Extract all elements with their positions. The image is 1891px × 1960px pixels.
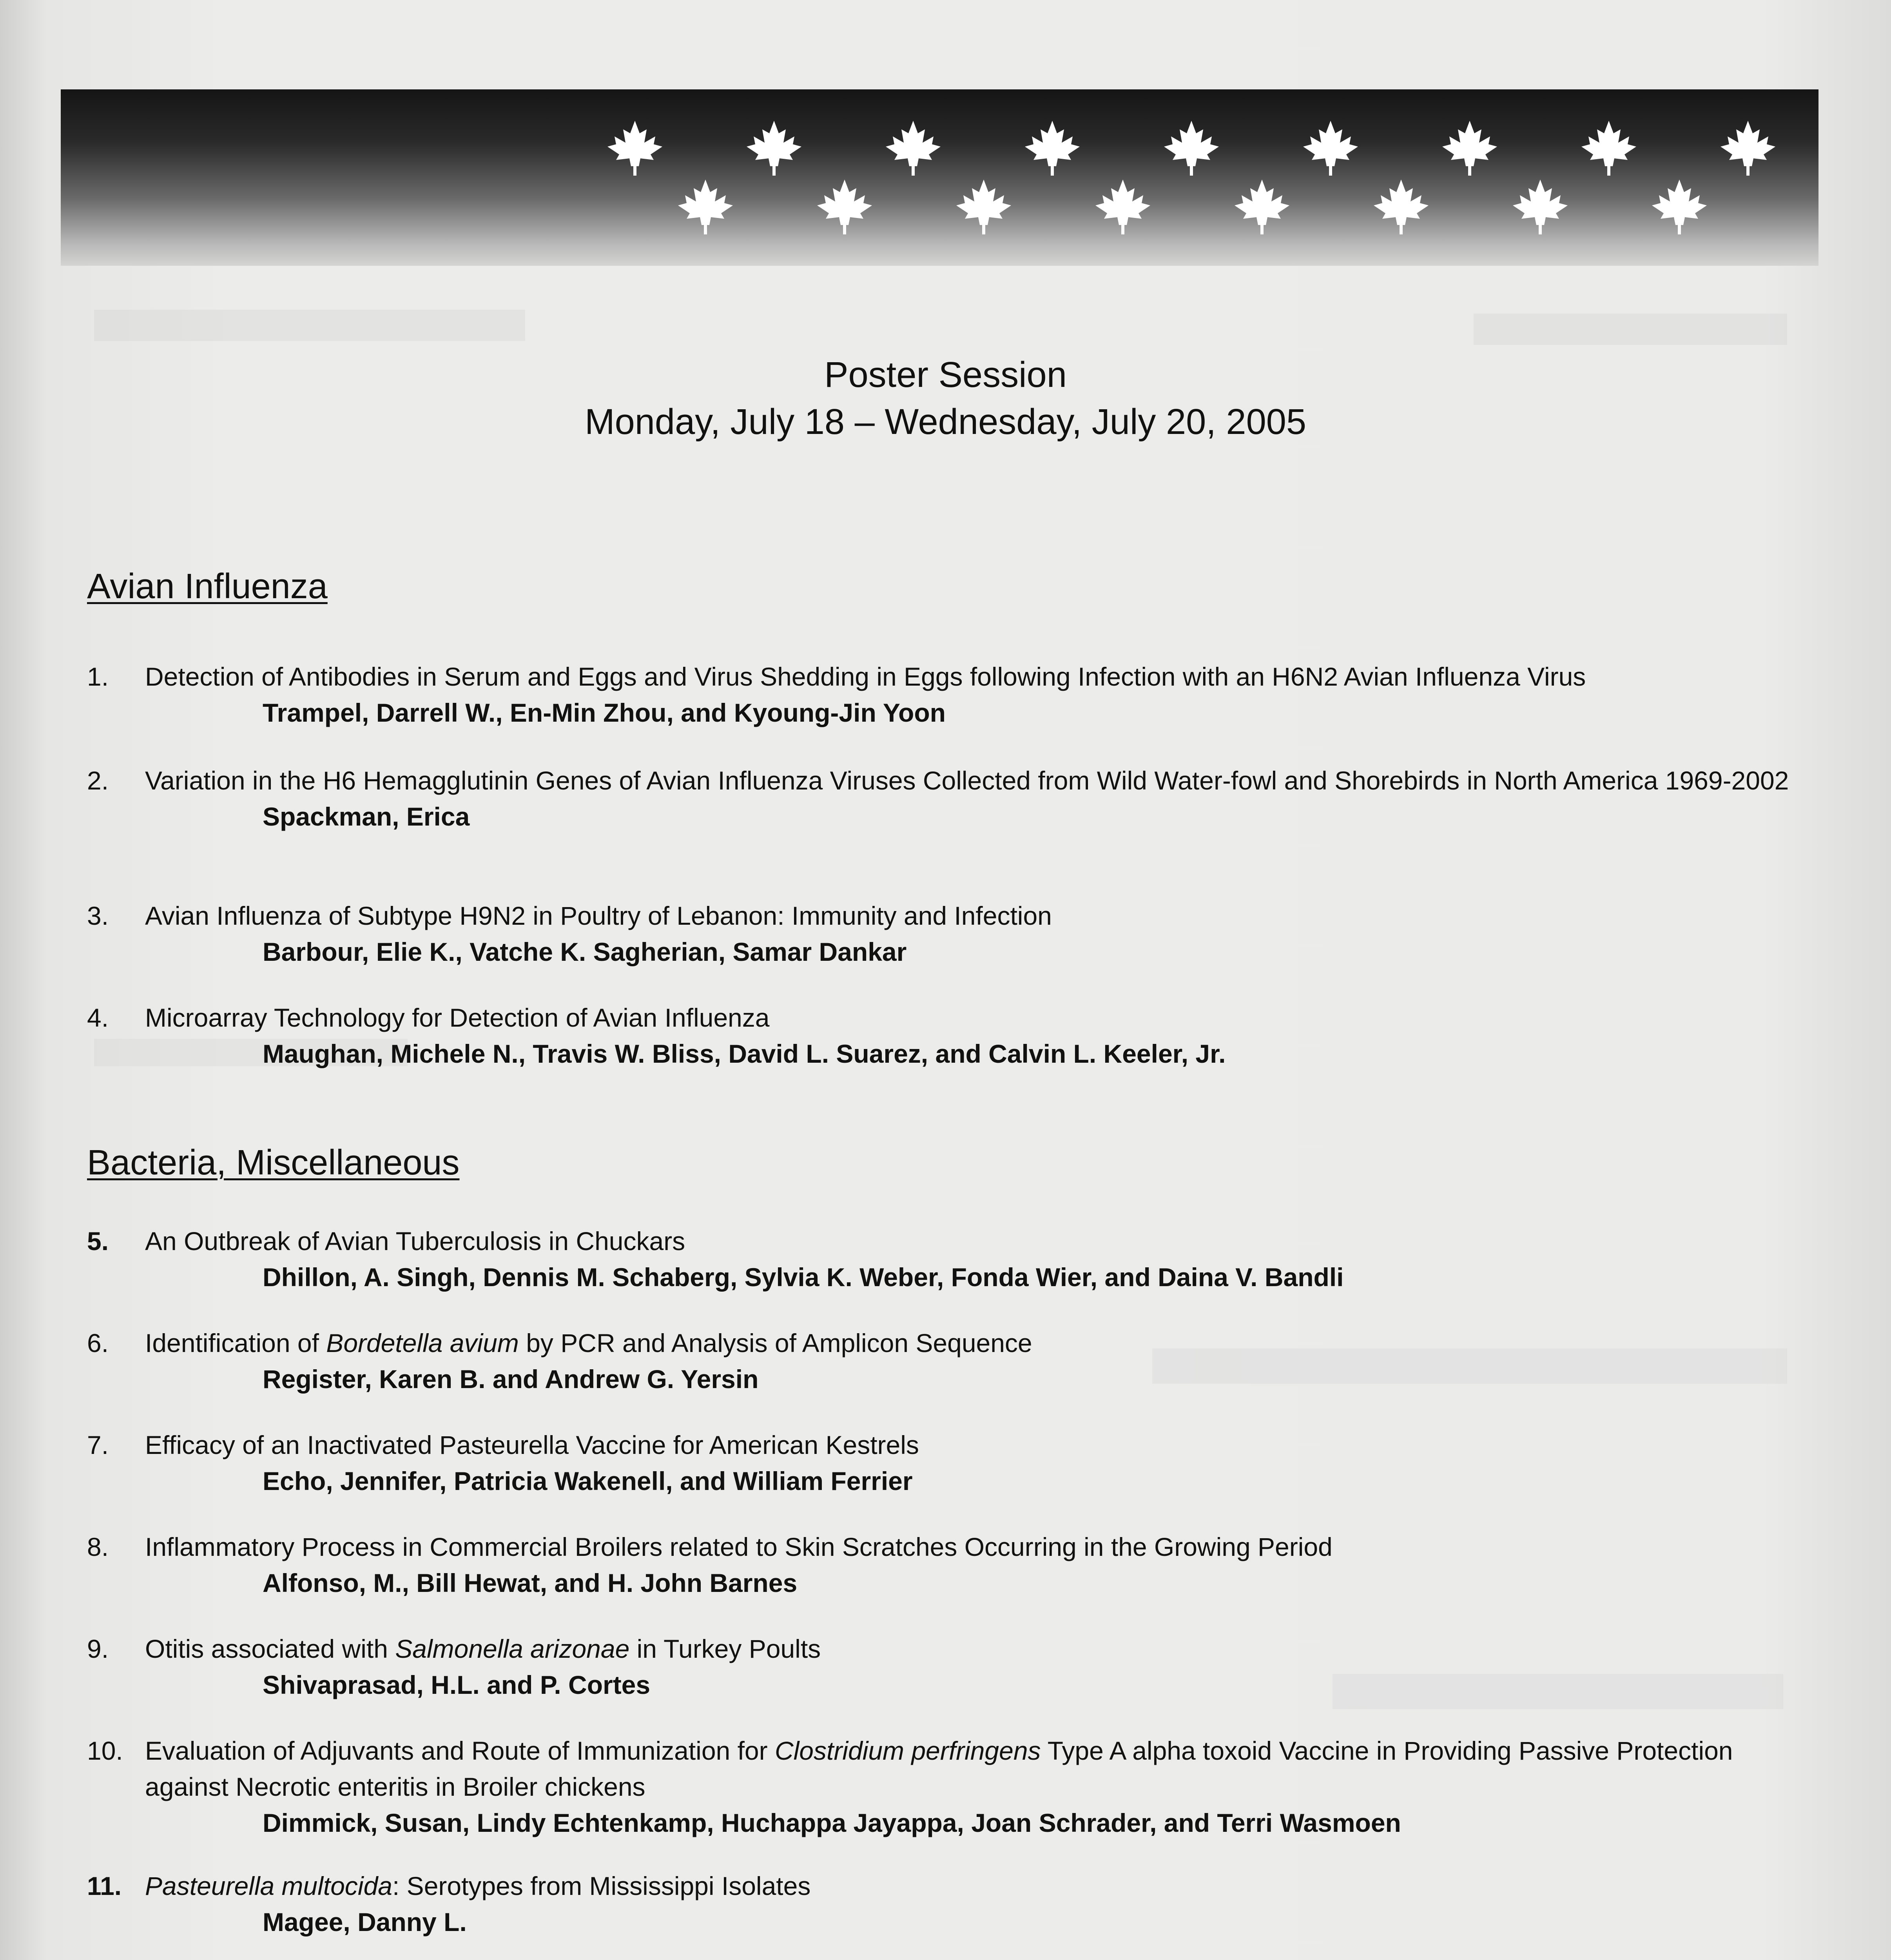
- maple-leaf-icon: [1442, 121, 1497, 176]
- list-item: [87, 1733, 1796, 1841]
- title-text: Otitis associated with: [145, 1634, 395, 1663]
- title-text: in Turkey Poults: [629, 1634, 821, 1663]
- title-italic-text: Pasteurella multocida: [145, 1871, 392, 1900]
- entry-title: [145, 1868, 1796, 1904]
- title-italic-text: Bordetella avium: [326, 1328, 519, 1357]
- maple-leaf-icon: [1235, 180, 1289, 234]
- title-text: : Serotypes from Mississippi Isolates: [392, 1871, 811, 1900]
- maple-leaf-icon: [1513, 180, 1568, 234]
- entry-title: [145, 1733, 1796, 1805]
- entry-authors: Magee, Danny L.: [263, 1907, 467, 1936]
- maple-leaf-icon: [1095, 180, 1150, 234]
- entry-authors: Dimmick, Susan, Lindy Echtenkamp, Huchappa Jayappa, Joan Schrader, and Terri Wasmoen: [263, 1808, 1401, 1837]
- entry-authors: Trampel, Darrell W., En-Min Zhou, and Kyoung-Jin Yoon: [263, 698, 946, 727]
- entry-authors: Shivaprasad, H.L. and P. Cortes: [263, 1670, 651, 1699]
- entry-authors: Alfonso, M., Bill Hewat, and H. John Barnes: [263, 1568, 798, 1597]
- banner-art: [61, 89, 1818, 266]
- title-text: Evaluation of Adjuvants and Route of Immunization for: [145, 1736, 775, 1765]
- list-item: [87, 1325, 1796, 1397]
- entry-title: [145, 1631, 1796, 1667]
- maple-leaf-icon: [1652, 180, 1707, 234]
- entry-number: 4.: [87, 1003, 109, 1032]
- maple-leaf-icon: [1581, 121, 1636, 176]
- section-title-avian-influenza: Avian Influenza: [87, 567, 328, 606]
- title-italic-text: Salmonella arizonae: [395, 1634, 630, 1663]
- maple-leaf-icon: [817, 180, 872, 234]
- entry-authors: Dhillon, A. Singh, Dennis M. Schaberg, Sylvia K. Weber, Fonda Wier, and Daina V. Bandli: [263, 1263, 1344, 1292]
- entry-number: 2.: [87, 766, 109, 795]
- list-item: [87, 1223, 1796, 1295]
- entry-number: 6.: [87, 1328, 109, 1357]
- session-dates: Monday, July 18 – Wednesday, July 20, 2005: [584, 402, 1307, 442]
- entry-title: An Outbreak of Avian Tuberculosis in Chuckars: [145, 1227, 685, 1256]
- maple-leaf-icon: [678, 180, 733, 234]
- entry-authors: Echo, Jennifer, Patricia Wakenell, and William Ferrier: [263, 1466, 913, 1495]
- list-item: [87, 1427, 1796, 1499]
- list-item: [87, 1868, 1796, 1940]
- entry-title: Avian Influenza of Subtype H9N2 in Poultry of Lebanon: Immunity and Infection: [145, 901, 1052, 930]
- bleed-through-block: [1474, 314, 1787, 345]
- entry-title: Efficacy of an Inactivated Pasteurella Vaccine for American Kestrels: [145, 1430, 919, 1459]
- list-item: [87, 762, 1796, 835]
- section-title-bacteria-miscellaneous: Bacteria, Miscellaneous: [87, 1143, 460, 1182]
- entry-title: [145, 1325, 1796, 1361]
- entry-number: 3.: [87, 901, 109, 930]
- list-item: [87, 1529, 1796, 1601]
- maple-leaf-icon: [1164, 121, 1219, 176]
- title-text: Identification of: [145, 1328, 326, 1357]
- maple-leaf-icon: [607, 121, 662, 176]
- title-italic-text: Clostridium perfringens: [774, 1736, 1041, 1765]
- entry-title: Microarray Technology for Detection of Avian Influenza: [145, 1003, 770, 1032]
- entry-number: 7.: [87, 1430, 109, 1459]
- maple-leaf-icon: [1374, 180, 1429, 234]
- list-item: [87, 1000, 1796, 1072]
- entry-title: Inflammatory Process in Commercial Broilers related to Skin Scratches Occurring in the Growing Period: [145, 1532, 1333, 1561]
- maple-leaf-icon: [747, 121, 801, 176]
- entry-number: 8.: [87, 1532, 109, 1561]
- entry-authors: Spackman, Erica: [263, 802, 470, 831]
- entry-title: Detection of Antibodies in Serum and Eggs and Virus Shedding in Eggs following Infection with an H6N2 Avian Influenza Virus: [145, 662, 1586, 691]
- entry-number: 11.: [87, 1871, 122, 1900]
- title-text: by PCR and Analysis of Amplicon Sequence: [519, 1328, 1032, 1357]
- maple-leaf-icon: [1721, 121, 1775, 176]
- bleed-through-block: [94, 310, 525, 341]
- session-title: Poster Session: [824, 355, 1067, 395]
- maple-leaf-icon: [1303, 121, 1358, 176]
- entry-title: Variation in the H6 Hemagglutinin Genes of Avian Influenza Viruses Collected from Wild Water-fowl and Shorebirds in North America 1969-2002: [145, 766, 1789, 795]
- maple-leaf-banner: [61, 89, 1818, 266]
- list-item: [87, 1631, 1796, 1703]
- entry-number: 10.: [87, 1736, 123, 1765]
- maple-leaf-icon: [1025, 121, 1080, 176]
- entry-authors: Maughan, Michele N., Travis W. Bliss, David L. Suarez, and Calvin L. Keeler, Jr.: [263, 1039, 1226, 1068]
- maple-leaf-icon: [956, 180, 1011, 234]
- title-text: Type A alpha toxoid Vaccine in Providing Passive Protection against Necrotic enteritis in Broiler chickens: [145, 1736, 1733, 1801]
- maple-leaf-icon: [886, 121, 941, 176]
- entry-number: 9.: [87, 1634, 109, 1663]
- entry-authors: Register, Karen B. and Andrew G. Yersin: [263, 1365, 759, 1394]
- list-item: [87, 659, 1796, 731]
- entry-authors: Barbour, Elie K., Vatche K. Sagherian, Samar Dankar: [263, 937, 907, 966]
- entry-number: 1.: [87, 662, 109, 691]
- entry-number: 5.: [87, 1227, 109, 1256]
- list-item: [87, 898, 1796, 970]
